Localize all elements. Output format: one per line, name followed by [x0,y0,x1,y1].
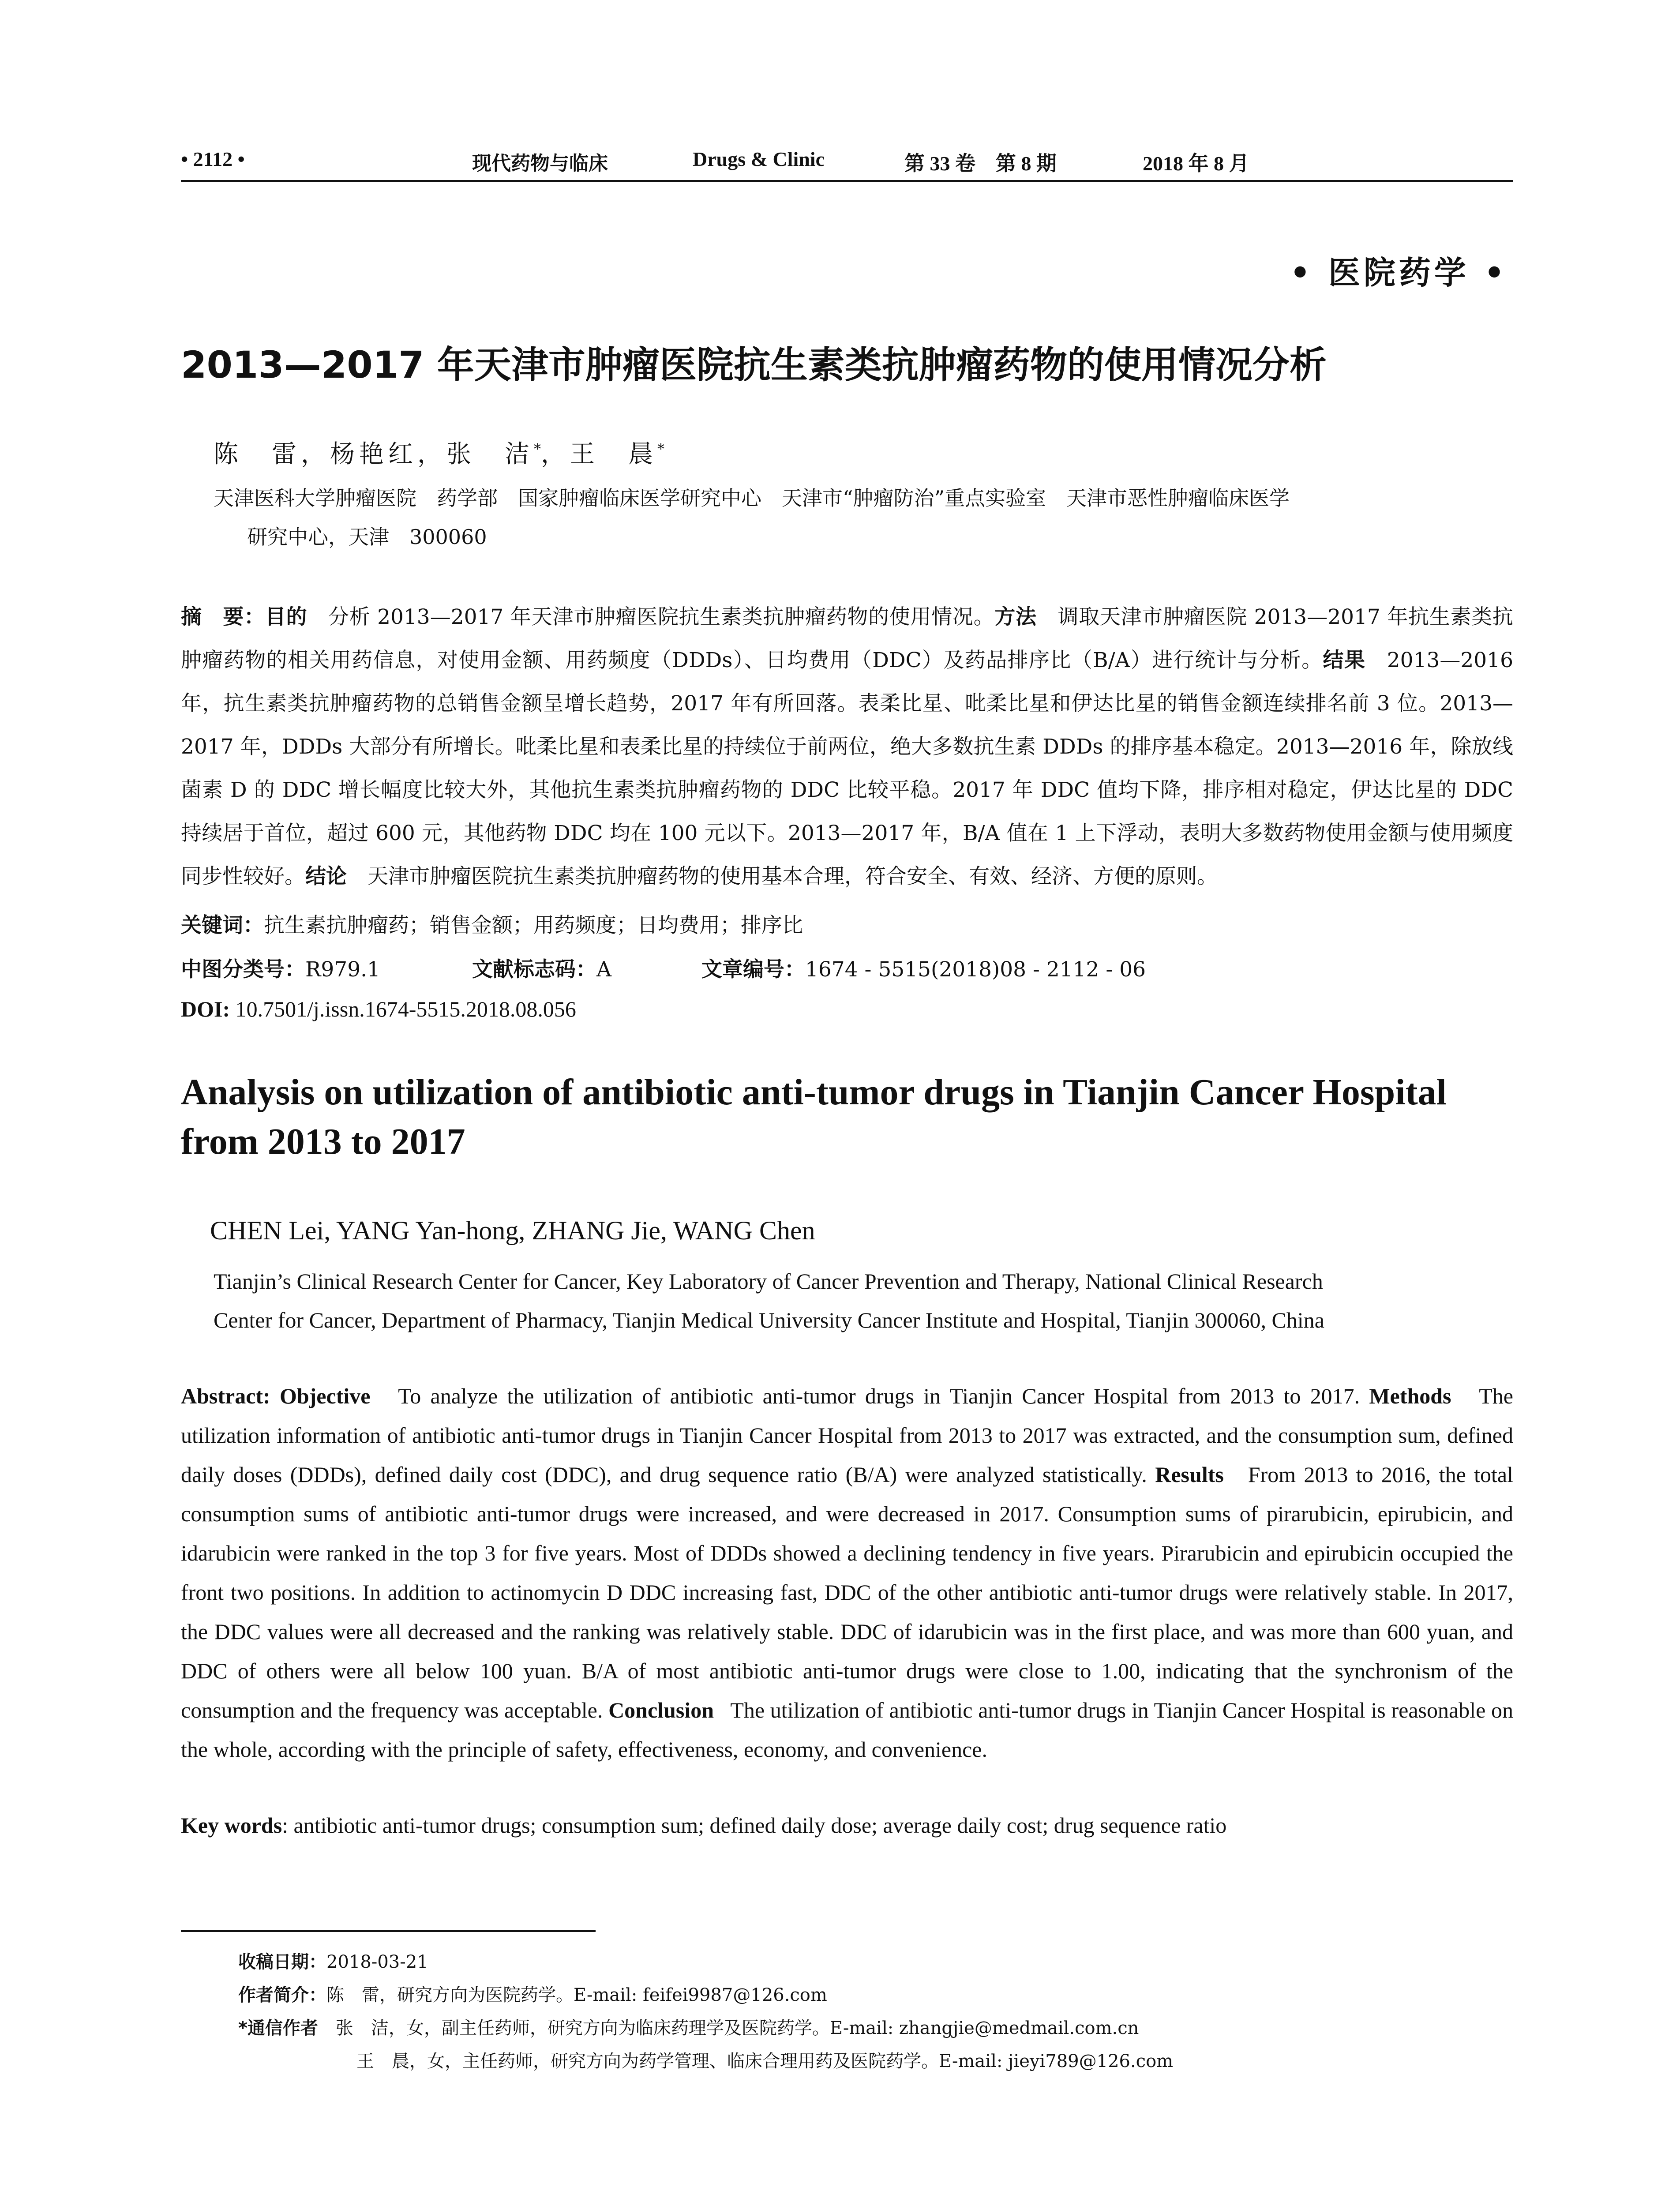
keywords-cn-label: 关键词： [181,913,264,938]
section-tag: • 医院药学 • [1290,254,1508,291]
corresponding-author-1: 张 洁，女，副主任药师，研究方向为临床药理学及医院药学。E-mail: zhangjie@medmail.com.cn [335,2018,1139,2038]
doi-label: DOI: [181,997,230,1021]
doc-code-item [472,953,701,983]
conclusion-label-cn: 结论 [305,864,347,889]
classification-line [181,953,1513,983]
affiliation-en-line1: Tianjin’s Clinical Research Center for Cancer, Key Laboratory of Cancer Prevention and Therapy, National Clinical Research [214,1269,1323,1294]
doi-line [181,996,1513,1022]
conclusion-cn: 天津市肿瘤医院抗生素类抗肿瘤药物的使用基本合理，符合安全、有效、经济、方便的原则。 [347,864,1218,889]
corresponding-mark: * [657,440,664,458]
objective-cn: 分析 2013—2017 年天津市肿瘤医院抗生素类抗肿瘤药物的使用情况。 [307,605,995,629]
clc-label: 中图分类号： [181,957,305,982]
article-number-value: 1674 - 5515(2018)08 - 2112 - 06 [805,957,1146,982]
running-header [181,140,1513,182]
corresponding-author-2: 王 晨，女，主任药师，研究方向为药学管理、临床合理用药及医院药学。E-mail: jieyi789@126.com [356,2051,1174,2071]
abstract-cn [181,596,1513,898]
footnotes [238,1946,1518,2078]
author-bio-text: 陈 雷，研究方向为医院药学。E-mail: feifei9987@126.com [326,1985,827,2005]
affiliation-cn-line2: 研究中心，天津 300060 [247,525,487,549]
doc-code-label: 文献标志码： [472,957,596,982]
abstract-en [181,1377,1519,1769]
page-number: • 2112 • [181,148,245,170]
affiliation-cn-line1: 天津医科大学肿瘤医院 药学部 国家肿瘤临床医学研究中心 天津市“肿瘤防治”重点实验室 天津市恶性肿瘤临床医学 [214,486,1290,510]
journal-date: 2018 年 8 月 [1143,152,1249,175]
keywords-cn-text: 抗生素抗肿瘤药；销售金额；用药频度；日均费用；排序比 [264,913,803,938]
clc-item [181,953,472,983]
results-cn: 2013—2016 年，抗生素类抗肿瘤药物的总销售金额呈增长趋势，2017 年有所回落。表柔比星、吡柔比星和伊达比星的销售金额连续排名前 3 位。2013—2017 年，DDDs 大部分有所增长。吡柔比星和表柔比星的持续位于前两位，绝大多数抗生素 DDDs 的排序基本稳定。2013—2016 年，除放线菌素 D 的 DDC 增长幅度比较大外，其他抗生素类抗肿瘤药物的 DDC 比较平稳。2017 年 DDC 值均下降，排序相对稳定，伊达比星的 DDC 持续居于首位，超过 600 元，其他药物 DDC 均在 100 元以下。2013—2017 年，B/A 值在 1 上下浮动，表明大多数药物使用金额与使用频度同步性较好。 [181,648,1513,889]
conclusion-en: The utilization of antibiotic anti-tumor drugs in Tianjin Cancer Hospital is reasonable on the whole, according with the principle of safety, effectiveness, economy, and convenience. [181,1698,1519,1762]
journal-name-cn: 现代药物与临床 [472,152,608,175]
objective-label-cn: 目的 [265,605,308,629]
doi-value: 10.7501/j.issn.1674-5515.2018.08.056 [230,997,576,1021]
affiliation-en-line2: Center for Cancer, Department of Pharmacy, Tianjin Medical University Cancer Institute and Hospital, Tianjin 300060, China [214,1308,1324,1332]
authors-cn [214,435,664,470]
received-label: 收稿日期： [238,1952,326,1972]
results-en: From 2013 to 2016, the total consumption sums of antibiotic anti-tumor drugs were increased, and were decreased in 2017. Consumption sums of pirarubicin, epirubicin, and idarubicin were ranked in the top 3 for five years. Most of DDDs showed a declining tendency in five years. Pirarubicin and epirubicin occupied the front two positions. In addition to actinomycin D DDC increasing fast, DDC of the other antibiotic anti-tumor drugs were relatively stable. In 2017, the DDC values were all decreased and the ranking was relatively stable. DDC of idarubicin was in the first place, and was more than 600 yuan, and DDC of others were all below 100 yuan. B/A of most antibiotic anti-tumor drugs were close to 1.00, indicating that the synchronism of the consumption and the frequency was acceptable. [181,1462,1519,1722]
methods-label-cn: 方法 [994,605,1037,629]
conclusion-label-en: Conclusion [608,1698,714,1722]
keywords-en-label: Key words [181,1813,282,1838]
corresponding-author-2-row [238,2045,1518,2078]
objective-label-en: Objective [279,1384,371,1408]
affiliation-en [214,1262,1515,1339]
author-bio-label: 作者简介： [238,1985,326,2005]
title-en: Analysis on utilization of antibiotic anti-tumor drugs in Tianjin Cancer Hospital from 2013 to 2017 [181,1072,1447,1162]
corresponding-label: *通信作者 [238,2018,336,2038]
author-bio [238,1979,1518,2012]
journal-issue: 第 33 卷 第 8 期 [904,152,1057,175]
abstract-cn-label: 摘 要： [181,605,265,629]
affiliation-cn [214,479,1515,556]
methods-label-en: Methods [1369,1384,1451,1408]
results-label-en: Results [1155,1462,1224,1487]
authors-cn-part2: ，王 晨 [541,440,657,469]
article-number-label: 文章编号： [701,957,805,982]
footnote-divider [181,1930,596,1932]
methods-cn: 调取天津市肿瘤医院 2013—2017 年抗生素类抗肿瘤药物的相关用药信息，对使用金额、用药频度（DDDs）、日均费用（DDC）及药品排序比（B/A）进行统计与分析。 [181,605,1514,672]
journal-name-en: Drugs & Clinic [693,148,825,170]
authors-cn-part1: 陈 雷，杨艳红，张 洁 [214,440,534,469]
article-number-item [701,953,1146,983]
received-date [238,1946,1518,1979]
title-cn: 2013—2017 年天津市肿瘤医院抗生素类抗肿瘤药物的使用情况分析 [181,343,1327,386]
results-label-cn: 结果 [1323,648,1366,672]
doc-code-value: A [596,957,611,982]
objective-en: To analyze the utilization of antibiotic anti-tumor drugs in Tianjin Cancer Hospital from 2013 to 2017. [370,1384,1369,1408]
corresponding-author [238,2012,1518,2045]
keywords-en-text: : antibiotic anti-tumor drugs; consumption sum; defined daily dose; average daily cost; drug sequence ratio [282,1813,1227,1838]
received-value: 2018-03-21 [326,1952,428,1972]
corresponding-mark: * [534,440,541,458]
abstract-en-label: Abstract: [181,1384,270,1408]
clc-value: R979.1 [305,957,380,982]
keywords-cn [181,909,1513,938]
keywords-en [181,1812,1513,1838]
authors-en: CHEN Lei, YANG Yan-hong, ZHANG Jie, WANG Chen [210,1216,815,1245]
methods-en: The utilization information of antibiotic anti-tumor drugs in Tianjin Cancer Hospital from 2013 to 2017 was extracted, and the consumption sum, defined daily doses (DDDs), defined daily cost (DDC), and drug sequence ratio (B/A) were analyzed statistically. [181,1384,1519,1487]
